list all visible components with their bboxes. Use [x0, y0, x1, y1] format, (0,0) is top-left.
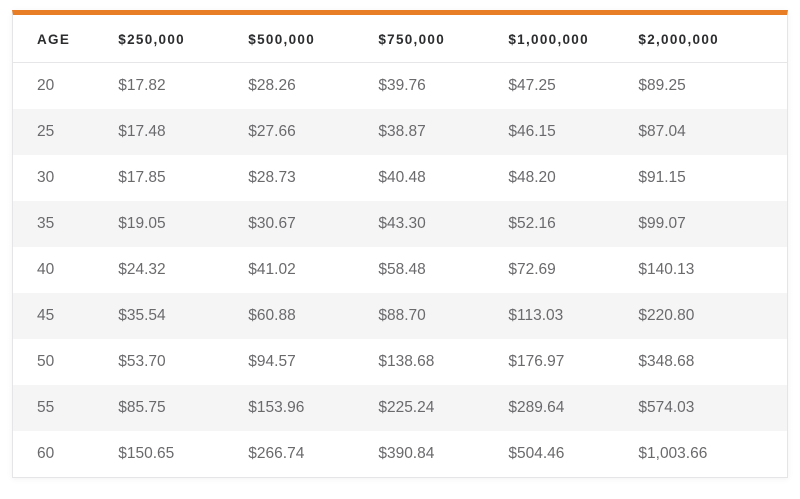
- rate-cell: $60.88: [248, 306, 296, 324]
- rate-cell: $48.20: [508, 168, 556, 186]
- rate-cell: $53.70: [118, 352, 166, 370]
- column-header-2m: $2,000,000: [614, 15, 787, 63]
- rate-table-header: [13, 15, 787, 63]
- table-row: [13, 155, 787, 201]
- rate-cell: $52.16: [508, 214, 556, 232]
- rate-cell: $176.97: [508, 352, 565, 370]
- table-row: [13, 247, 787, 293]
- rate-cell: $17.82: [118, 76, 166, 94]
- rate-cell: $38.87: [378, 122, 426, 140]
- column-header-250k: $250,000: [94, 15, 224, 63]
- rate-cell: $28.26: [248, 76, 296, 94]
- rate-cell: $87.04: [638, 122, 686, 140]
- rate-cell: $39.76: [378, 76, 426, 94]
- age-cell: 45: [37, 306, 55, 324]
- rate-cell: $24.32: [118, 260, 166, 278]
- column-header-age: AGE: [13, 15, 94, 63]
- rate-cell: $140.13: [638, 260, 695, 278]
- rate-cell: $220.80: [638, 306, 695, 324]
- age-cell: 40: [37, 260, 55, 278]
- rate-cell: $58.48: [378, 260, 426, 278]
- table-row: [13, 431, 787, 477]
- rate-cell: $150.65: [118, 444, 175, 462]
- rate-cell: $47.25: [508, 76, 556, 94]
- rate-cell: $85.75: [118, 398, 166, 416]
- rate-cell: $348.68: [638, 352, 695, 370]
- rate-cell: $89.25: [638, 76, 686, 94]
- age-cell: 20: [37, 76, 55, 94]
- table-row: [13, 63, 787, 109]
- rate-table-body: [13, 63, 787, 477]
- rate-cell: $72.69: [508, 260, 556, 278]
- age-cell: 30: [37, 168, 55, 186]
- column-header-750k: $750,000: [354, 15, 484, 63]
- rate-cell: $28.73: [248, 168, 296, 186]
- column-header-1m: $1,000,000: [484, 15, 614, 63]
- age-cell: 50: [37, 352, 55, 370]
- age-cell: 60: [37, 444, 55, 462]
- rate-cell: $153.96: [248, 398, 305, 416]
- rate-cell: $88.70: [378, 306, 426, 324]
- rate-cell: $225.24: [378, 398, 435, 416]
- table-row: [13, 293, 787, 339]
- table-row: [13, 201, 787, 247]
- column-header-500k: $500,000: [224, 15, 354, 63]
- rate-cell: $138.68: [378, 352, 435, 370]
- rate-cell: $27.66: [248, 122, 296, 140]
- rate-cell: $390.84: [378, 444, 435, 462]
- table-row: [13, 109, 787, 155]
- rate-cell: $46.15: [508, 122, 556, 140]
- rate-cell: $94.57: [248, 352, 296, 370]
- rate-cell: $99.07: [638, 214, 686, 232]
- rate-cell: $41.02: [248, 260, 296, 278]
- rate-cell: $504.46: [508, 444, 565, 462]
- rate-cell: $289.64: [508, 398, 565, 416]
- rate-cell: $40.48: [378, 168, 426, 186]
- header-row: [13, 15, 787, 63]
- rate-table: [13, 15, 787, 477]
- rate-cell: $266.74: [248, 444, 305, 462]
- rate-cell: $43.30: [378, 214, 426, 232]
- rate-cell: $91.15: [638, 168, 686, 186]
- rate-cell: $17.48: [118, 122, 166, 140]
- rate-cell: $19.05: [118, 214, 166, 232]
- rate-cell: $1,003.66: [638, 444, 708, 462]
- age-cell: 25: [37, 122, 55, 140]
- table-row: [13, 385, 787, 431]
- rate-table-card: [12, 10, 788, 478]
- rate-cell: $30.67: [248, 214, 296, 232]
- rate-cell: $574.03: [638, 398, 695, 416]
- age-cell: 55: [37, 398, 55, 416]
- rate-cell: $35.54: [118, 306, 166, 324]
- age-cell: 35: [37, 214, 55, 232]
- rate-cell: $113.03: [508, 306, 564, 324]
- rate-cell: $17.85: [118, 168, 166, 186]
- table-row: [13, 339, 787, 385]
